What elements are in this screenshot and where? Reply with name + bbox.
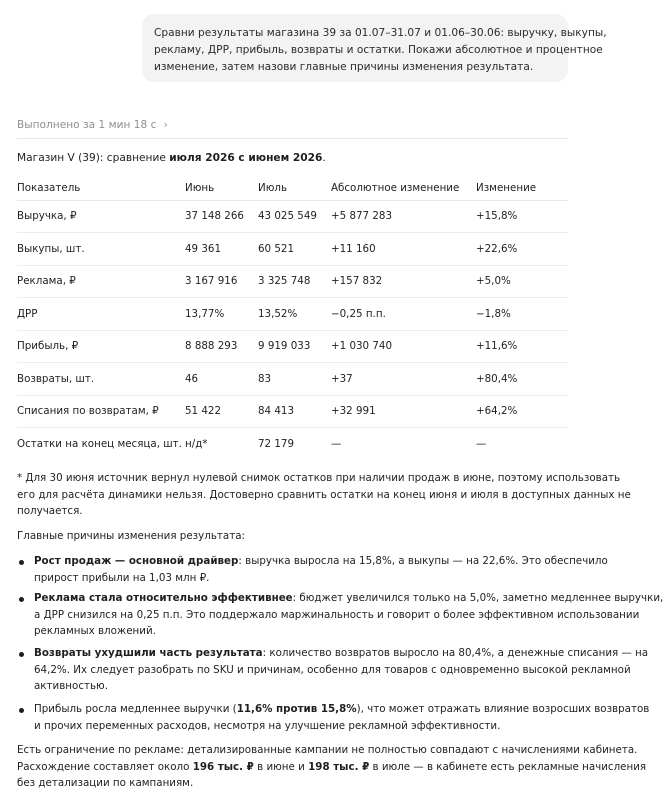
table-cell: 46 [185, 363, 258, 396]
table-cell: +64,2% [476, 395, 568, 428]
table-row [17, 363, 568, 396]
bullet-bold: Рост продаж — основной драйвер [34, 555, 239, 567]
column-header: Показатель [17, 176, 185, 200]
table-row [17, 298, 568, 331]
table-cell: 13,52% [258, 298, 331, 331]
table-row [17, 233, 568, 266]
divider [17, 138, 568, 139]
limitation-text: Расхождение составляет около [17, 760, 193, 773]
table-cell: +11,6% [476, 330, 568, 363]
table-cell: +5 877 283 [331, 200, 476, 233]
list-item [17, 590, 663, 640]
bullet-text: прирост прибыли на 1,03 млн ₽. [34, 571, 210, 584]
completion-status-label: Выполнено за 1 мин 18 с [17, 118, 157, 131]
table-cell: Возвраты, шт. [17, 363, 185, 396]
column-header: Изменение [476, 176, 568, 200]
limitation-line: без детализации по кампаниям. [17, 777, 194, 790]
intro-suffix: . [322, 152, 326, 164]
limitation-line: Есть ограничение по рекламе: детализированные кампании не полностью совпадают с начислениями кабинета. [17, 744, 638, 756]
list-item [17, 701, 650, 734]
reasons-heading: Главные причины изменения результата: [17, 530, 245, 542]
table-cell: Реклама, ₽ [17, 265, 185, 298]
bullet-icon [19, 560, 24, 565]
table-cell: ДРР [17, 298, 185, 331]
table-cell: 13,77% [185, 298, 258, 331]
table-row [17, 428, 568, 461]
bullet-bold: Реклама стала относительно эффективнее [34, 592, 293, 604]
bullet-icon [19, 597, 24, 602]
table-cell: 49 361 [185, 233, 258, 266]
table-cell: 3 167 916 [185, 265, 258, 298]
table-cell: +22,6% [476, 233, 568, 266]
table-row [17, 330, 568, 363]
table-cell: 51 422 [185, 395, 258, 428]
intro-period: июля 2026 с июнем 2026 [169, 152, 323, 164]
bullet-text: : выручка выросла на 15,8%, а выкупы — на 22,6%. Это обеспечило [238, 555, 608, 567]
answer-intro [17, 152, 326, 164]
bullet-text: : количество возвратов выросло на 80,4%, а денежные списания — на [262, 647, 649, 659]
column-header: Июль [258, 176, 331, 200]
footnote [17, 470, 631, 520]
table-cell: +32 991 [331, 395, 476, 428]
table-cell: Выручка, ₽ [17, 200, 185, 233]
bullet-text: рекламных вложений. [34, 625, 156, 638]
column-header: Абсолютное изменение [331, 176, 476, 200]
table-cell: 60 521 [258, 233, 331, 266]
table-cell: н/д* [185, 438, 208, 450]
table-cell: Списания по возвратам, ₽ [17, 395, 185, 428]
table-row [17, 265, 568, 298]
table-cell: Выкупы, шт. [17, 233, 185, 266]
user-message-line: изменение, затем назови главные причины изменения результата. [154, 61, 534, 73]
table-cell: +11 160 [331, 233, 476, 266]
column-header: Июнь [185, 176, 258, 200]
table-cell: 43 025 549 [258, 200, 331, 233]
table-cell: Прибыль, ₽ [17, 330, 185, 363]
table-cell: +1 030 740 [331, 330, 476, 363]
limitation-text: в июне и [253, 760, 309, 773]
bullet-text: а ДРР снизился на 0,25 п.п. Это поддержало маржинальность и говорит о более эффективном использовании [34, 608, 640, 621]
table-cell: 84 413 [258, 395, 331, 428]
bullet-icon [19, 652, 24, 657]
bullet-text: ), что может отражать влияние возросших возвратов [356, 703, 650, 715]
table-row [17, 395, 568, 428]
limitation-text: в июле — в кабинете есть рекламные начисления [369, 760, 647, 773]
completion-status-toggle[interactable] [17, 118, 168, 131]
limitation-amount: 196 тыс. ₽ [192, 760, 254, 773]
intro-prefix: Магазин V (39): сравнение [17, 152, 170, 164]
table-cell: Остатки на конец месяца, шт. [17, 438, 182, 450]
table-cell: 72 179 [258, 438, 295, 450]
table-cell: −1,8% [476, 298, 568, 331]
table-cell: 37 148 266 [185, 200, 258, 233]
limitation-line [17, 759, 647, 776]
bullet-text: 64,2%. Их следует разобрать по SKU и причинам, особенно для товаров с одновременно высокой рекламной [34, 663, 631, 676]
table-cell: +157 832 [331, 265, 476, 298]
user-message-line: Сравни результаты магазина 39 за 01.07–31.07 и 01.06–30.06: выручку, выкупы, [154, 27, 607, 39]
bullet-icon [19, 708, 24, 713]
limitation-amount: 198 тыс. ₽ [308, 760, 370, 773]
table-cell: +15,8% [476, 200, 568, 233]
table-cell: 9 919 033 [258, 330, 331, 363]
footnote-line: получается. [17, 505, 83, 518]
bullet-bold: Возвраты ухудшили часть результата [34, 647, 263, 659]
table-cell: — [331, 438, 342, 450]
table-cell: — [476, 438, 487, 450]
table-row [17, 200, 568, 233]
table-cell: +80,4% [476, 363, 568, 396]
table-cell: 83 [258, 363, 331, 396]
user-message-line: рекламу, ДРР, прибыль, возвраты и остатки. Покажи абсолютное и процентное [154, 44, 603, 56]
bullet-text: активностью. [34, 680, 108, 693]
footnote-line: его для расчёта динамики нельзя. Достоверно сравнить остатки на конец июня и июля в доступных данных не [17, 488, 631, 501]
limitation-paragraph [17, 742, 647, 792]
bullet-text: и прочих переменных расходов, несмотря на улучшение рекламной эффективности. [34, 719, 501, 732]
bullet-text: Прибыль росла медленнее выручки ( [34, 703, 237, 715]
table-cell: +5,0% [476, 265, 568, 298]
table-cell: −0,25 п.п. [331, 298, 476, 331]
table-cell: 3 325 748 [258, 265, 331, 298]
table-cell: +37 [331, 363, 476, 396]
chevron-right-icon: › [163, 118, 168, 131]
table-cell: 8 888 293 [185, 330, 258, 363]
comparison-table [17, 176, 568, 460]
table-header-row [17, 176, 568, 200]
bullet-bold: 11,6% против 15,8% [236, 703, 357, 715]
user-message-bubble [142, 14, 607, 82]
list-item [17, 553, 608, 586]
footnote-line: * Для 30 июня источник вернул нулевой снимок остатков при наличии продаж в июне, поэтому использовать [17, 472, 621, 484]
list-item [17, 645, 649, 695]
bullet-text: : бюджет увеличился только на 5,0%, заметно медленнее выручки, [292, 592, 663, 604]
